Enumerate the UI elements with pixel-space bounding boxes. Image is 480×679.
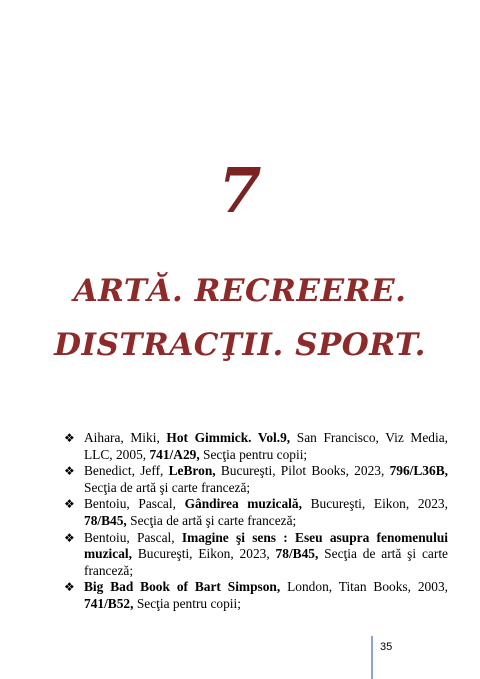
entry-section: Secţia pentru copii; (199, 446, 308, 462)
diamond-bullet-icon: ❖ (64, 464, 75, 479)
list-item (64, 430, 448, 463)
entry-title: LeBron, (168, 463, 216, 479)
entry-section: Secţia de artă şi carte franceză; (84, 546, 448, 578)
entry-title: Big Bad Book of Bart Simpson, (84, 579, 281, 595)
entry-details: San Francisco, Viz Media, LLC, 2005, (84, 430, 448, 462)
entry-call-number: 741/A29, (149, 446, 200, 462)
list-item (64, 463, 448, 496)
list-item (64, 496, 448, 529)
entry-details: Bucureşti, Eikon, 2023, (131, 546, 276, 562)
entry-call-number: 741/B52, (84, 595, 134, 611)
list-item (64, 530, 448, 580)
entry-details: London, Titan Books, 2003, (280, 579, 448, 595)
chapter-title (0, 264, 480, 372)
list-item (64, 579, 448, 612)
diamond-bullet-icon: ❖ (64, 580, 75, 595)
chapter-number: 7 (218, 154, 262, 227)
entry-call-number: 78/B45, (84, 512, 127, 528)
chapter-title-line-2: DISTRACŢII. SPORT. (54, 327, 426, 363)
diamond-bullet-icon: ❖ (64, 431, 75, 445)
diamond-bullet-icon: ❖ (64, 530, 75, 545)
entry-author: Benedict, Jeff, (84, 463, 169, 479)
entry-section: Secţia de artă şi carte franceză; (84, 479, 251, 495)
diamond-bullet-icon: ❖ (64, 497, 75, 512)
entry-details: Bucureşti, Eikon, 2023, (301, 496, 448, 512)
bibliography-list (64, 430, 448, 613)
entry-section: Secţia pentru copii; (133, 595, 241, 611)
entry-title: Gândirea muzicală, (184, 496, 302, 512)
footer-divider (371, 636, 373, 679)
entry-author: Bentoiu, Pascal, (84, 529, 182, 545)
page-number: 35 (380, 641, 393, 653)
entry-call-number: 796/L36B, (389, 463, 448, 479)
entry-section: Secţia de artă şi carte franceză; (126, 512, 297, 528)
entry-title: Hot Gimmick. Vol.9, (166, 430, 291, 445)
entry-title: Imagine şi sens : Eseu asupra fenomenului muzical, (84, 529, 448, 562)
chapter-title-line-1: ARTĂ. RECREERE. (73, 273, 407, 309)
entry-details: Bucureşti, Pilot Books, 2023, (215, 463, 390, 479)
entry-author: Aihara, Miki, (84, 430, 167, 445)
entry-author: Bentoiu, Pascal, (84, 496, 185, 512)
entry-call-number: 78/B45, (275, 546, 319, 562)
